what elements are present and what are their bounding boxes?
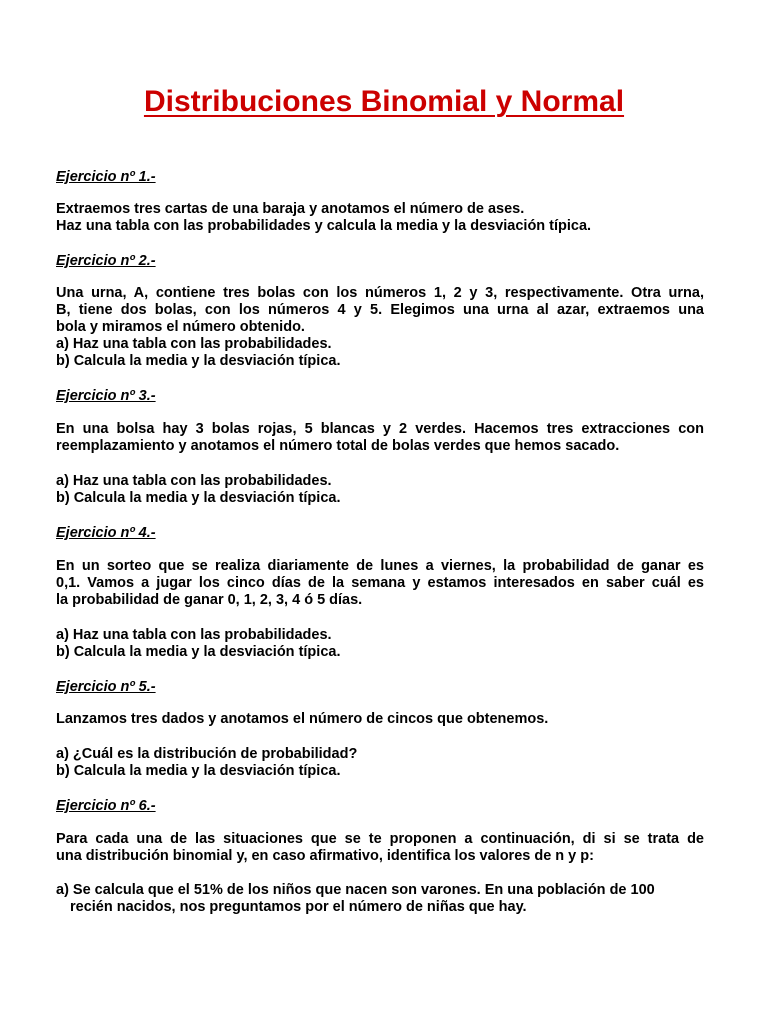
exercise-6-heading: Ejercicio nº 6.- bbox=[56, 798, 156, 814]
exercise-3-item-b: b) Calcula la media y la desviación típica. bbox=[56, 490, 341, 506]
exercise-5-item-a: a) ¿Cuál es la distribución de probabilidad? bbox=[56, 746, 358, 762]
exercise-2-line-3: bola y miramos el número obtenido. bbox=[56, 319, 305, 335]
page-title: Distribuciones Binomial y Normal bbox=[143, 85, 625, 118]
exercise-3-line-2: reemplazamiento y anotamos el número total de bolas verdes que hemos sacado. bbox=[56, 438, 620, 454]
exercise-3-items bbox=[56, 473, 704, 507]
exercise-2-heading: Ejercicio nº 2.- bbox=[56, 253, 156, 269]
exercise-5-item-b: b) Calcula la media y la desviación típica. bbox=[56, 763, 341, 779]
exercise-6-line-2: una distribución binomial y, en caso afirmativo, identifica los valores de n y p: bbox=[56, 848, 594, 864]
exercise-3-line-1: En una bolsa hay 3 bolas rojas, 5 blancas y 2 verdes. Hacemos tres extracciones con bbox=[56, 421, 704, 437]
exercise-4-statement bbox=[56, 558, 704, 609]
exercise-5-statement bbox=[56, 711, 704, 728]
exercise-5-items bbox=[56, 746, 704, 780]
exercise-6-item-a-line-2: recién nacidos, nos preguntamos por el número de niñas que hay. bbox=[70, 899, 527, 915]
exercise-4-heading: Ejercicio nº 4.- bbox=[56, 525, 156, 541]
exercise-4-line-1: En un sorteo que se realiza diariamente de lunes a viernes, la probabilidad de ganar es bbox=[56, 558, 704, 574]
exercise-2-line-1: Una urna, A, contiene tres bolas con los números 1, 2 y 3, respectivamente. Otra urna, bbox=[56, 285, 704, 301]
exercise-6-item-a-line-1: a) Se calcula que el 51% de los niños que nacen son varones. En una población de 100 bbox=[56, 882, 655, 898]
exercise-4-line-3: la probabilidad de ganar 0, 1, 2, 3, 4 ó 5 días. bbox=[56, 592, 363, 608]
exercise-4-items bbox=[56, 627, 704, 661]
exercise-1-line-2: Haz una tabla con las probabilidades y calcula la media y la desviación típica. bbox=[56, 218, 592, 234]
exercise-2-line-2: B, tiene dos bolas, con los números 4 y 5. Elegimos una urna al azar, extraemos una bbox=[56, 302, 704, 318]
exercise-3-statement bbox=[56, 421, 704, 455]
exercise-2-statement bbox=[56, 285, 704, 370]
exercise-3-heading: Ejercicio nº 3.- bbox=[56, 388, 156, 404]
exercise-4-item-a: a) Haz una tabla con las probabilidades. bbox=[56, 627, 332, 643]
exercise-1-statement bbox=[56, 201, 704, 235]
exercise-3-item-a: a) Haz una tabla con las probabilidades. bbox=[56, 473, 332, 489]
exercise-2-item-b: b) Calcula la media y la desviación típica. bbox=[56, 353, 341, 369]
exercise-6-line-1: Para cada una de las situaciones que se te proponen a continuación, di si se trata de bbox=[56, 831, 704, 847]
exercise-4-line-2: 0,1. Vamos a jugar los cinco días de la semana y estamos interesados en saber cuál es bbox=[56, 575, 704, 591]
exercise-2-item-a: a) Haz una tabla con las probabilidades. bbox=[56, 336, 332, 352]
exercise-1-line-1: Extraemos tres cartas de una baraja y anotamos el número de ases. bbox=[56, 201, 525, 217]
exercise-5-line-1: Lanzamos tres dados y anotamos el número de cincos que obtenemos. bbox=[56, 711, 549, 727]
exercise-5-heading: Ejercicio nº 5.- bbox=[56, 679, 156, 695]
exercise-6-items bbox=[56, 882, 716, 916]
exercise-1-heading: Ejercicio nº 1.- bbox=[56, 169, 156, 185]
exercise-4-item-b: b) Calcula la media y la desviación típica. bbox=[56, 644, 341, 660]
exercise-6-statement bbox=[56, 831, 704, 865]
